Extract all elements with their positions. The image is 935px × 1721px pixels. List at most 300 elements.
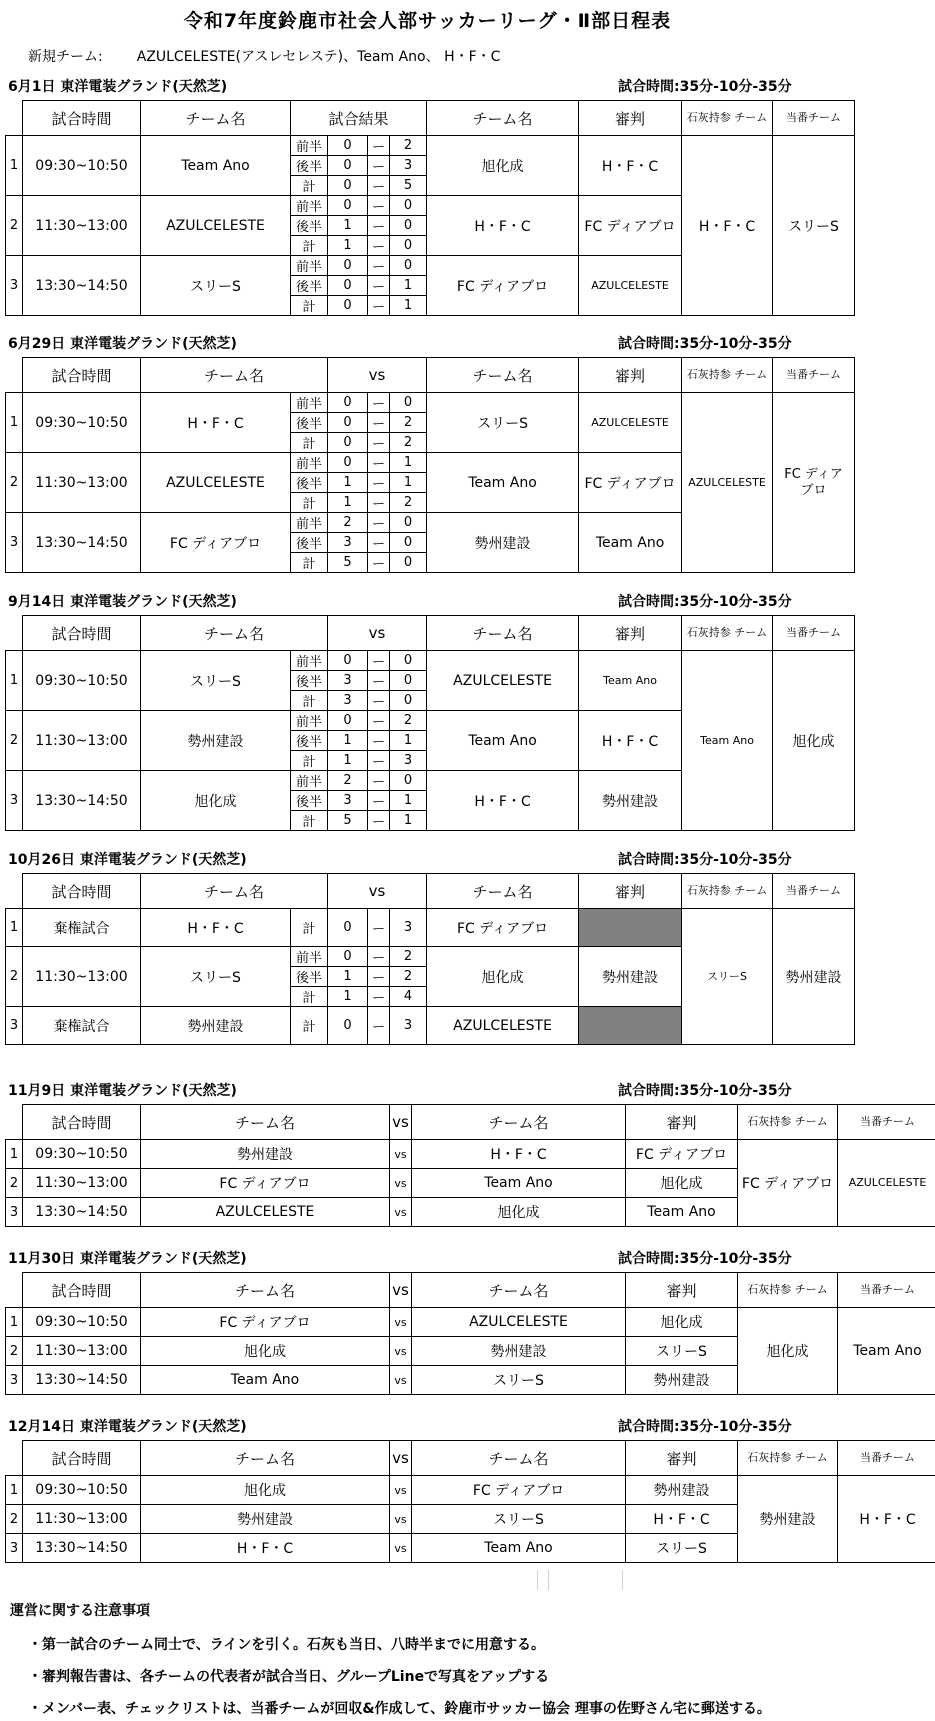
match-no: 2 (6, 711, 23, 771)
half-label: 計 (291, 236, 328, 256)
vs-label: vs (390, 1534, 412, 1563)
duty-team: 勢州建設 (773, 909, 855, 1045)
away-score: 2 (390, 711, 427, 731)
away-score: 0 (390, 216, 427, 236)
away-score: 0 (390, 393, 427, 413)
match-time: 13:30~14:50 (23, 1198, 141, 1227)
notes-title: 運営に関する注意事項 (10, 1603, 150, 1619)
header-team: チーム名 (427, 101, 579, 136)
score-dash: ー (368, 393, 390, 413)
match-time: 09:30~10:50 (23, 393, 141, 453)
away-team: AZULCELESTE (427, 651, 579, 711)
home-team: スリーS (141, 947, 291, 1007)
header-team: チーム名 (141, 358, 328, 393)
score-dash: ー (368, 513, 390, 533)
section-4-header (8, 849, 868, 871)
header-duty-team: 当番チーム (838, 1273, 935, 1308)
away-team: H・F・C (427, 771, 579, 831)
half-label: 計 (291, 751, 328, 771)
home-score: 0 (328, 136, 368, 156)
score-dash: ー (368, 296, 390, 316)
score-dash: ー (368, 256, 390, 276)
score-dash: ー (368, 176, 390, 196)
header-referee: 審判 (579, 358, 682, 393)
away-team: 旭化成 (412, 1198, 626, 1227)
note-item: ・メンバー表、チェックリストは、当番チームが回収&作成して、鈴鹿市サッカー協会 理事の佐野さん宅に郵送する。 (28, 1701, 771, 1717)
header-vs: vs (390, 1105, 412, 1140)
header-duty-team: 当番チーム (773, 101, 855, 136)
match-no: 1 (6, 909, 23, 947)
header-vs: vs (390, 1441, 412, 1476)
match-time-rule: 試合時間:35分-10分-35分 (618, 1251, 792, 1267)
referee: 勢州建設 (626, 1366, 738, 1395)
duty-team: H・F・C (838, 1476, 935, 1563)
match-time: 11:30~13:00 (23, 711, 141, 771)
section-3-header (8, 591, 868, 613)
section-1-header (8, 76, 868, 98)
match-no: 2 (6, 1337, 23, 1366)
header-lime-team: 石灰持参 チーム (738, 1273, 838, 1308)
header-lime-team: 石灰持参 チーム (682, 616, 773, 651)
faint-gridline (548, 1570, 549, 1590)
score-dash: ー (368, 947, 390, 967)
section-date: 6月1日 東洋電装グランド(天然芝) (8, 79, 228, 95)
lime-team: H・F・C (682, 136, 773, 316)
home-team: AZULCELESTE (141, 453, 291, 513)
score-dash: ー (368, 651, 390, 671)
match-no: 3 (6, 1007, 23, 1045)
faint-gridline (622, 1570, 623, 1590)
referee-none (579, 909, 682, 947)
note-item: ・審判報告書は、各チームの代表者が試合当日、グループLineで写真をアップする (28, 1669, 550, 1685)
score-dash: ー (368, 453, 390, 473)
home-score: 0 (328, 651, 368, 671)
home-score: 0 (328, 176, 368, 196)
away-score: 3 (390, 909, 427, 947)
home-team: H・F・C (141, 393, 291, 453)
header-referee: 審判 (579, 874, 682, 909)
away-score: 2 (390, 433, 427, 453)
match-time-rule: 試合時間:35分-10分-35分 (618, 1083, 792, 1099)
lime-team: AZULCELESTE (682, 393, 773, 573)
header-team: チーム名 (141, 616, 328, 651)
match-time: 09:30~10:50 (23, 1476, 141, 1505)
home-team: 旭化成 (141, 1337, 390, 1366)
score-dash: ー (368, 771, 390, 791)
half-label: 計 (291, 433, 328, 453)
score-dash: ー (368, 731, 390, 751)
referee: FC ディアブロ (626, 1140, 738, 1169)
match-time-rule: 試合時間:35分-10分-35分 (618, 336, 792, 352)
header-team: チーム名 (141, 1441, 390, 1476)
home-score: 0 (328, 393, 368, 413)
home-score: 3 (328, 671, 368, 691)
match-no: 3 (6, 771, 23, 831)
score-dash: ー (368, 791, 390, 811)
duty-team: スリーS (773, 136, 855, 316)
score-dash: ー (368, 216, 390, 236)
away-score: 0 (390, 533, 427, 553)
section-5-header (8, 1080, 868, 1102)
referee: 旭化成 (626, 1308, 738, 1337)
new-teams-value: AZULCELESTE(アスレセレステ)、Team Ano、 H・F・C (136, 49, 501, 65)
half-label: 後半 (291, 731, 328, 751)
away-team: Team Ano (412, 1169, 626, 1198)
home-score: 0 (328, 156, 368, 176)
referee: Team Ano (626, 1198, 738, 1227)
score-dash: ー (368, 671, 390, 691)
home-score: 0 (328, 433, 368, 453)
match-time: 09:30~10:50 (23, 1140, 141, 1169)
half-label: 後半 (291, 276, 328, 296)
home-score: 0 (328, 909, 368, 947)
home-score: 3 (328, 533, 368, 553)
home-score: 1 (328, 236, 368, 256)
referee: Team Ano (579, 513, 682, 573)
header-referee: 審判 (579, 101, 682, 136)
home-score: 1 (328, 493, 368, 513)
away-score: 2 (390, 493, 427, 513)
away-team: Team Ano (412, 1534, 626, 1563)
match-time-rule: 試合時間:35分-10分-35分 (618, 852, 792, 868)
home-team: H・F・C (141, 1534, 390, 1563)
home-team: FC ディアブロ (141, 513, 291, 573)
duty-team: 旭化成 (773, 651, 855, 831)
away-score: 2 (390, 136, 427, 156)
duty-team-name: AZULCELESTE (848, 1176, 927, 1189)
half-label: 計 (291, 553, 328, 573)
half-label: 計 (291, 909, 328, 947)
lime-team: 勢州建設 (738, 1476, 838, 1563)
home-score: 0 (328, 947, 368, 967)
away-score: 0 (390, 553, 427, 573)
schedule-table-4 (5, 873, 935, 1045)
page-title: 令和7年度鈴鹿市社会人部サッカーリーグ・Ⅱ部日程表 (183, 10, 672, 32)
score-dash: ー (368, 711, 390, 731)
match-time: 棄権試合 (23, 1007, 141, 1045)
score-dash: ー (368, 691, 390, 711)
home-team: 旭化成 (141, 771, 291, 831)
away-score: 3 (390, 1007, 427, 1045)
home-team: Team Ano (141, 136, 291, 196)
match-time-rule: 試合時間:35分-10分-35分 (618, 594, 792, 610)
score-dash: ー (368, 276, 390, 296)
referee: スリーS (626, 1337, 738, 1366)
home-score: 1 (328, 967, 368, 987)
header-duty-team: 当番チーム (838, 1105, 935, 1140)
header-duty-team: 当番チーム (773, 874, 855, 909)
vs-label: vs (390, 1337, 412, 1366)
away-team: スリーS (412, 1505, 626, 1534)
header-team: チーム名 (412, 1105, 626, 1140)
match-no: 1 (6, 393, 23, 453)
header-time: 試合時間 (23, 616, 141, 651)
away-score: 1 (390, 811, 427, 831)
score-dash: ー (368, 533, 390, 553)
section-date: 12月14日 東洋電装グランド(天然芝) (8, 1419, 247, 1435)
away-team: スリーS (427, 393, 579, 453)
home-team: Team Ano (141, 1366, 390, 1395)
referee: H・F・C (579, 711, 682, 771)
header-duty-team: 当番チーム (838, 1441, 935, 1476)
match-no: 1 (6, 1308, 23, 1337)
duty-team-name: FC ディアブロ (784, 466, 843, 498)
header-vs: vs (328, 358, 427, 393)
home-score: 3 (328, 691, 368, 711)
half-label: 後半 (291, 671, 328, 691)
away-score: 1 (390, 453, 427, 473)
home-team: スリーS (141, 256, 291, 316)
away-score: 0 (390, 671, 427, 691)
vs-label: vs (390, 1366, 412, 1395)
away-score: 1 (390, 791, 427, 811)
header-lime-team: 石灰持参 チーム (738, 1441, 838, 1476)
home-score: 0 (328, 413, 368, 433)
away-score: 3 (390, 156, 427, 176)
header-time: 試合時間 (23, 1105, 141, 1140)
match-time: 13:30~14:50 (23, 256, 141, 316)
match-no: 2 (6, 1169, 23, 1198)
referee: Team Ano (579, 651, 682, 711)
section-date: 9月14日 東洋電装グランド(天然芝) (8, 594, 237, 610)
home-score: 2 (328, 513, 368, 533)
half-label: 前半 (291, 771, 328, 791)
vs-label: vs (390, 1198, 412, 1227)
score-dash: ー (368, 236, 390, 256)
vs-label: vs (390, 1140, 412, 1169)
lime-team: スリーS (682, 909, 773, 1045)
home-score: 0 (328, 276, 368, 296)
home-score: 1 (328, 473, 368, 493)
faint-gridline (537, 1570, 538, 1590)
match-no: 1 (6, 1476, 23, 1505)
score-dash: ー (368, 1007, 390, 1045)
score-dash: ー (368, 987, 390, 1007)
score-dash: ー (368, 136, 390, 156)
referee-none (579, 1007, 682, 1045)
match-no: 2 (6, 453, 23, 513)
header-referee: 審判 (626, 1273, 738, 1308)
home-score: 0 (328, 1007, 368, 1045)
header-time: 試合時間 (23, 1441, 141, 1476)
half-label: 計 (291, 691, 328, 711)
header-vs: vs (390, 1273, 412, 1308)
half-label: 前半 (291, 513, 328, 533)
match-no: 3 (6, 1198, 23, 1227)
away-score: 2 (390, 967, 427, 987)
match-time: 11:30~13:00 (23, 1169, 141, 1198)
away-score: 1 (390, 276, 427, 296)
away-score: 0 (390, 691, 427, 711)
header-time: 試合時間 (23, 874, 141, 909)
home-score: 0 (328, 256, 368, 276)
match-time: 11:30~13:00 (23, 196, 141, 256)
home-score: 1 (328, 987, 368, 1007)
half-label: 前半 (291, 256, 328, 276)
header-time: 試合時間 (23, 101, 141, 136)
header-lime-team: 石灰持参 チーム (682, 874, 773, 909)
half-label: 前半 (291, 711, 328, 731)
home-score: 1 (328, 216, 368, 236)
away-team: 勢州建設 (427, 513, 579, 573)
home-team: FC ディアブロ (141, 1308, 390, 1337)
referee: 勢州建設 (626, 1476, 738, 1505)
schedule-table-3 (5, 615, 935, 831)
away-team: スリーS (412, 1366, 626, 1395)
home-score: 5 (328, 553, 368, 573)
duty-team (773, 393, 855, 573)
away-team: FC ディアブロ (427, 909, 579, 947)
header-referee: 審判 (579, 616, 682, 651)
home-score: 3 (328, 791, 368, 811)
header-duty-team: 当番チーム (773, 616, 855, 651)
half-label: 後半 (291, 473, 328, 493)
away-team: 旭化成 (427, 136, 579, 196)
header-team: チーム名 (427, 358, 579, 393)
vs-label: vs (390, 1476, 412, 1505)
half-label: 後半 (291, 791, 328, 811)
match-no: 2 (6, 1505, 23, 1534)
match-no: 3 (6, 1366, 23, 1395)
section-2-header (8, 333, 868, 355)
match-no: 1 (6, 136, 23, 196)
score-dash: ー (368, 433, 390, 453)
new-teams-line (28, 46, 500, 66)
header-vs: vs (328, 874, 427, 909)
away-team: Team Ano (427, 453, 579, 513)
referee: FC ディアブロ (579, 453, 682, 513)
home-score: 2 (328, 771, 368, 791)
away-score: 0 (390, 236, 427, 256)
half-label: 後半 (291, 413, 328, 433)
home-team: 勢州建設 (141, 1140, 390, 1169)
referee: 勢州建設 (579, 771, 682, 831)
match-time: 09:30~10:50 (23, 1308, 141, 1337)
header-time: 試合時間 (23, 1273, 141, 1308)
schedule-table-2 (5, 357, 935, 573)
away-team: 旭化成 (427, 947, 579, 1007)
away-score: 3 (390, 751, 427, 771)
match-time: 13:30~14:50 (23, 1366, 141, 1395)
match-no: 3 (6, 256, 23, 316)
away-score: 4 (390, 987, 427, 1007)
half-label: 前半 (291, 453, 328, 473)
home-team: 旭化成 (141, 1476, 390, 1505)
section-date: 6月29日 東洋電装グランド(天然芝) (8, 336, 237, 352)
half-label: 計 (291, 987, 328, 1007)
match-time: 11:30~13:00 (23, 947, 141, 1007)
referee: FC ディアブロ (579, 196, 682, 256)
duty-team (838, 1140, 935, 1227)
away-score: 1 (390, 296, 427, 316)
schedule-table-1 (5, 100, 935, 316)
referee: H・F・C (579, 136, 682, 196)
header-lime-team: 石灰持参 チーム (738, 1105, 838, 1140)
half-label: 後半 (291, 967, 328, 987)
referee: AZULCELESTE (579, 256, 682, 316)
header-result: 試合結果 (291, 101, 427, 136)
header-referee: 審判 (626, 1441, 738, 1476)
section-date: 11月30日 東洋電装グランド(天然芝) (8, 1251, 247, 1267)
half-label: 計 (291, 296, 328, 316)
away-score: 0 (390, 256, 427, 276)
home-team: 勢州建設 (141, 1505, 390, 1534)
header-team: チーム名 (141, 1273, 390, 1308)
half-label: 後半 (291, 533, 328, 553)
match-time-rule: 試合時間:35分-10分-35分 (618, 1419, 792, 1435)
home-team: AZULCELESTE (141, 1198, 390, 1227)
match-time: 09:30~10:50 (23, 136, 141, 196)
score-dash: ー (368, 413, 390, 433)
header-team: チーム名 (412, 1273, 626, 1308)
match-no: 3 (6, 513, 23, 573)
home-score: 0 (328, 453, 368, 473)
note-item: ・第一試合のチーム同士で、ラインを引く。石灰も当日、八時半までに用意する。 (28, 1637, 546, 1653)
match-no: 2 (6, 196, 23, 256)
away-team: H・F・C (427, 196, 579, 256)
half-label: 計 (291, 176, 328, 196)
header-lime-team: 石灰持参 チーム (682, 358, 773, 393)
score-dash: ー (368, 156, 390, 176)
score-dash: ー (368, 493, 390, 513)
vs-label: vs (390, 1169, 412, 1198)
home-team: スリーS (141, 651, 291, 711)
match-no: 1 (6, 1140, 23, 1169)
section-date: 10月26日 東洋電装グランド(天然芝) (8, 852, 247, 868)
lime-team: Team Ano (682, 651, 773, 831)
half-label: 計 (291, 1007, 328, 1045)
half-label: 前半 (291, 136, 328, 156)
score-dash: ー (368, 473, 390, 493)
section-date: 11月9日 東洋電装グランド(天然芝) (8, 1083, 237, 1099)
half-label: 前半 (291, 196, 328, 216)
vs-label: vs (390, 1308, 412, 1337)
header-duty-team: 当番チーム (773, 358, 855, 393)
match-time: 13:30~14:50 (23, 771, 141, 831)
score-dash: ー (368, 967, 390, 987)
header-vs: vs (328, 616, 427, 651)
home-score: 5 (328, 811, 368, 831)
away-team: FC ディアブロ (412, 1476, 626, 1505)
home-score: 0 (328, 711, 368, 731)
match-time-rule: 試合時間:35分-10分-35分 (618, 79, 792, 95)
score-dash: ー (368, 811, 390, 831)
home-score: 1 (328, 731, 368, 751)
match-no: 2 (6, 947, 23, 1007)
referee: H・F・C (626, 1505, 738, 1534)
away-team: AZULCELESTE (427, 1007, 579, 1045)
half-label: 計 (291, 811, 328, 831)
score-dash: ー (368, 751, 390, 771)
score-dash: ー (368, 553, 390, 573)
match-no: 3 (6, 1534, 23, 1563)
half-label: 前半 (291, 947, 328, 967)
match-time: 11:30~13:00 (23, 1337, 141, 1366)
referee: スリーS (626, 1534, 738, 1563)
away-team: FC ディアブロ (427, 256, 579, 316)
away-score: 0 (390, 196, 427, 216)
home-score: 0 (328, 296, 368, 316)
section-7-header (8, 1416, 868, 1438)
header-referee: 審判 (626, 1105, 738, 1140)
home-score: 0 (328, 196, 368, 216)
away-team: Team Ano (427, 711, 579, 771)
away-score: 2 (390, 947, 427, 967)
header-lime-team: 石灰持参 チーム (682, 101, 773, 136)
half-label: 計 (291, 493, 328, 513)
match-no: 1 (6, 651, 23, 711)
lime-team: 旭化成 (738, 1308, 838, 1395)
